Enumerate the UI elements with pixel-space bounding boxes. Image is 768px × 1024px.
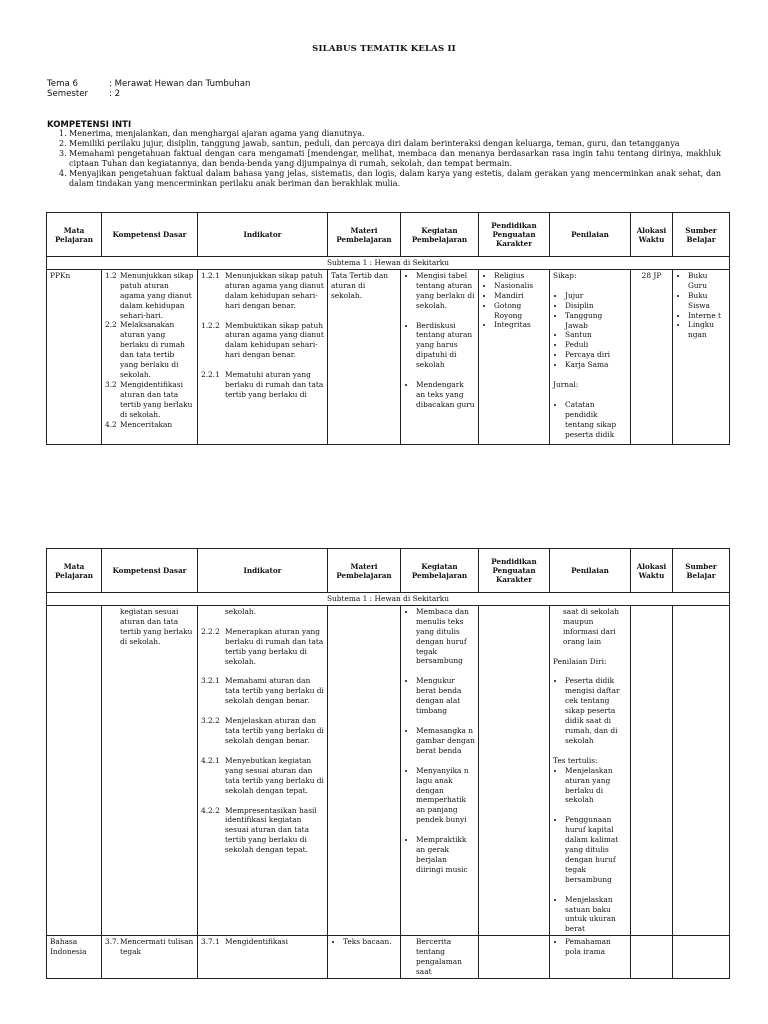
header-cell: Sumber Belajar — [673, 549, 730, 593]
penilaian-cell — [550, 936, 631, 979]
ki-list — [47, 129, 721, 189]
list-item: • Mengukur berat benda dengan alat timbang — [416, 676, 475, 716]
header-cell: Penilaian — [550, 213, 631, 257]
subtema-label: Subtema 1 : Hewan di Sekitarku — [47, 257, 730, 270]
mapel-cell: Bahasa Indonesia — [47, 936, 102, 979]
list-item: • Integritas — [494, 320, 546, 330]
table-row — [47, 936, 730, 979]
kegiatan-cell — [401, 605, 479, 935]
list-item: • Percaya diri — [565, 350, 627, 360]
list-item: • Catatan pendidik tentang sikap peserta didik — [565, 400, 627, 440]
header-cell: Indikator — [198, 549, 328, 593]
list-item: • Mandiri — [494, 291, 546, 301]
meta-label: Semester — [47, 89, 89, 99]
materi-cell: Tata Tertib dan aturan di sekolah. — [328, 269, 401, 444]
karakter-cell — [479, 269, 550, 444]
list-item: • Membaca dan menulis teks yang ditulis dengan huruf tegak bersambung — [416, 607, 475, 666]
syllabus-table-2 — [46, 548, 730, 979]
alokasi-cell — [631, 936, 673, 979]
list-item: • Buku Guru — [688, 271, 726, 291]
penilaian-heading: Sikap: — [553, 270, 577, 280]
ki-item: 3. Memahami pengetahuan faktual dengan cara mengamati [mendengar, melihat, membaca dan menanya berdasarkan rasa ingin tahu tentang dirinya, makhluk ciptaan Tuhan dan kegiatannya, dan benda-benda yang dijumpainya di rumah, sekolah, dan tempat bermain. — [59, 149, 721, 168]
header-cell: Kegiatan Pembelajaran — [401, 549, 479, 593]
list-item: • Karja Sama — [565, 360, 627, 370]
header-cell: Alokasi Waktu — [631, 549, 673, 593]
list-item: • Jujur — [565, 291, 627, 301]
penilaian-cell — [550, 269, 631, 444]
list-item: • Santun — [565, 330, 627, 340]
list-item: • Lingku ngan — [688, 320, 726, 340]
subtema-row — [47, 593, 730, 606]
header-cell: Pendidikan Penguatan Karakter — [479, 549, 550, 593]
penilaian-heading: Penilaian Diri: — [553, 656, 607, 666]
table-row — [47, 269, 730, 444]
list-item: • Menjelaskan satuan baku untuk ukuran berat — [565, 895, 627, 935]
karakter-cell — [479, 605, 550, 935]
header-cell: Alokasi Waktu — [631, 213, 673, 257]
list-item: • Nasionalis — [494, 281, 546, 291]
materi-cell — [328, 936, 401, 979]
ki-item: 4. Menyajikan pengetahuan faktual dalam bahasa yang jelas, sistematis, dan logis, dalam karya yang estetis, dalam gerakan yang mencerminkan anak sehat, dan dalam tindakan yang mencerminkan perilaku anak beriman dan berakhlak mulia. — [59, 169, 721, 188]
list-item: • Mempraktikk an gerak berjalan diiringi music — [416, 835, 475, 875]
kd-cell: 1.2 Menunjukkan sikap patuh aturan agama yang dianut dalam kehidupan sehari-hari. 2.2 Melaksanakan aturan yang berlaku di rumah dan tata tertib yang berlaku di sekolah. 3.2 Mengidentifikasi aturan dan tata tertib yang berlaku di sekolah. 4.2 Menceritakan — [102, 269, 198, 444]
sumber-cell — [673, 936, 730, 979]
meta-semester — [47, 89, 120, 99]
mapel-cell: PPKn — [47, 269, 102, 444]
syllabus-table-1 — [46, 212, 730, 445]
header-row — [47, 549, 730, 593]
subtema-row — [47, 257, 730, 270]
list-item: • Buku Siswa — [688, 291, 726, 311]
document-title: SILABUS TEMATIK KELAS II — [312, 44, 456, 54]
sumber-cell — [673, 269, 730, 444]
karakter-cell — [479, 936, 550, 979]
kegiatan-cell — [401, 936, 479, 979]
header-cell: Penilaian — [550, 549, 631, 593]
alokasi-cell: 28 JP — [631, 269, 673, 444]
list-item: • Penggunaan huruf kapital dalam kalimat yang ditulis dengan huruf tegak bersambung — [565, 815, 627, 884]
ki-item: 1. Menerima, menjalankan, dan menghargai ajaran agama yang dianutnya. — [59, 129, 365, 138]
header-cell: Indikator — [198, 213, 328, 257]
header-row — [47, 213, 730, 257]
header-cell: Sumber Belajar — [673, 213, 730, 257]
list-item: • Memasangka n gambar dengan berat benda — [416, 726, 475, 756]
header-cell: Materi Pembelajaran — [328, 549, 401, 593]
header-cell: Mata Pelajaran — [47, 549, 102, 593]
list-item: • Peserta didik mengisi daftar cek tentang sikap peserta didik saat di rumah, dan di sekolah — [565, 676, 627, 745]
header-cell: Kegiatan Pembelajaran — [401, 213, 479, 257]
materi-cell — [328, 605, 401, 935]
header-cell: Kompetensi Dasar — [102, 549, 198, 593]
kegiatan-cell — [401, 269, 479, 444]
penilaian-heading: Tes tertulis: — [553, 755, 598, 765]
list-item: • Pemahaman pola irama — [565, 937, 627, 957]
indikator-cell: 3.7.1 Mengidentifikasi — [198, 936, 328, 979]
alokasi-cell — [631, 605, 673, 935]
table-row — [47, 605, 730, 935]
list-item: • Berdiskusi tentang aturan yang harus dipatuhi di sekolah — [416, 321, 475, 371]
list-item: • Menyanyika n lagu anak dengan memperhatik an panjang pendek bunyi — [416, 766, 475, 825]
header-cell: Materi Pembelajaran — [328, 213, 401, 257]
penilaian-cell: saat di sekolah maupun informasi dari orang lain Penilaian Diri: • Peserta didik mengisi daftar cek tentang sikap peserta didik saat di rumah, dan di sekolah Tes tertulis: • Menjelaskan aturan yang berlaku di sekolah • Penggunaan huruf kapital dalam kalimat yang ditulis dengan huruf tegak bersambung • Menjelaskan satuan baku untuk ukuran berat — [550, 605, 631, 935]
meta-value: : 2 — [109, 89, 121, 99]
list-item: • Interne t — [688, 311, 726, 321]
list-item: • Disiplin — [565, 301, 627, 311]
meta-tema — [47, 79, 250, 89]
indikator-cell: 1.2.1 Menunjukkan sikap patuh aturan agama yang dianut dalam kehidupan sehari-hari dengan benar. 1.2.2 Membuktikan sikap patuh aturan agama yang dianut dalam kehidupan sehari-hari dengan benar. 2.2.1 Mematuhi aturan yang berlaku di rumah dan tata tertib yang berlaku di — [198, 269, 328, 444]
penilaian-heading: Jurnal: — [553, 380, 579, 390]
kd-cell: 3.7. Mencermati tulisan tegak — [102, 936, 198, 979]
indikator-cell: sekolah. 2.2.2 Menerapkan aturan yang berlaku di rumah dan tata tertib yang berlaku di sekolah. 3.2.1 Memahami aturan dan tata tertib yang berlaku di sekolah dengan benar. 3.2.2 Menjelaskan aturan dan tata tertib yang berlaku di sekolah dengan benar. 4.2.1 Menyebutkan kegiatan yang sesuai aturan dan tata tertib yang berlaku di sekolah dengan tepat. 4.2.2 Mempresentasikan hasil identifikasi kegiatan sesuai aturan dan tata tertib yang berlaku di sekolah dengan tepat. — [198, 605, 328, 935]
mapel-cell — [47, 605, 102, 935]
ki-heading: KOMPETENSI INTI — [47, 120, 132, 130]
header-cell: Pendidikan Penguatan Karakter — [479, 213, 550, 257]
meta-value: : Merawat Hewan dan Tumbuhan — [109, 79, 251, 89]
list-item: • Mendengark an teks yang dibacakan guru — [416, 380, 475, 410]
ki-item: 2. Memiliki perilaku jujur, disiplin, tanggung jawab, santun, peduli, dan percaya diri dalam berinteraksi dengan keluarga, teman, guru, dan tetangganya — [59, 139, 680, 148]
list-item: • Menjelaskan aturan yang berlaku di sekolah — [565, 766, 627, 806]
list-item: • Mengisi tabel tentang aturan yang berlaku di sekolah. — [416, 271, 475, 311]
list-item: • Peduli — [565, 340, 627, 350]
list-item: • Religius — [494, 271, 546, 281]
kd-cell: kegiatan sesuai aturan dan tata tertib yang berlaku di sekolah. — [102, 605, 198, 935]
meta-label: Tema 6 — [47, 79, 78, 89]
list-item: • Gotong Royong — [494, 301, 546, 321]
list-item: Bercerita tentang pengalaman saat — [416, 937, 462, 976]
list-item: • Tanggung Jawab — [565, 311, 627, 331]
header-cell: Mata Pelajaran — [47, 213, 102, 257]
list-item: • Teks bacaan. — [343, 937, 397, 947]
header-cell: Kompetensi Dasar — [102, 213, 198, 257]
sumber-cell — [673, 605, 730, 935]
subtema-label: Subtema 1 : Hewan di Sekitarku — [47, 593, 730, 606]
